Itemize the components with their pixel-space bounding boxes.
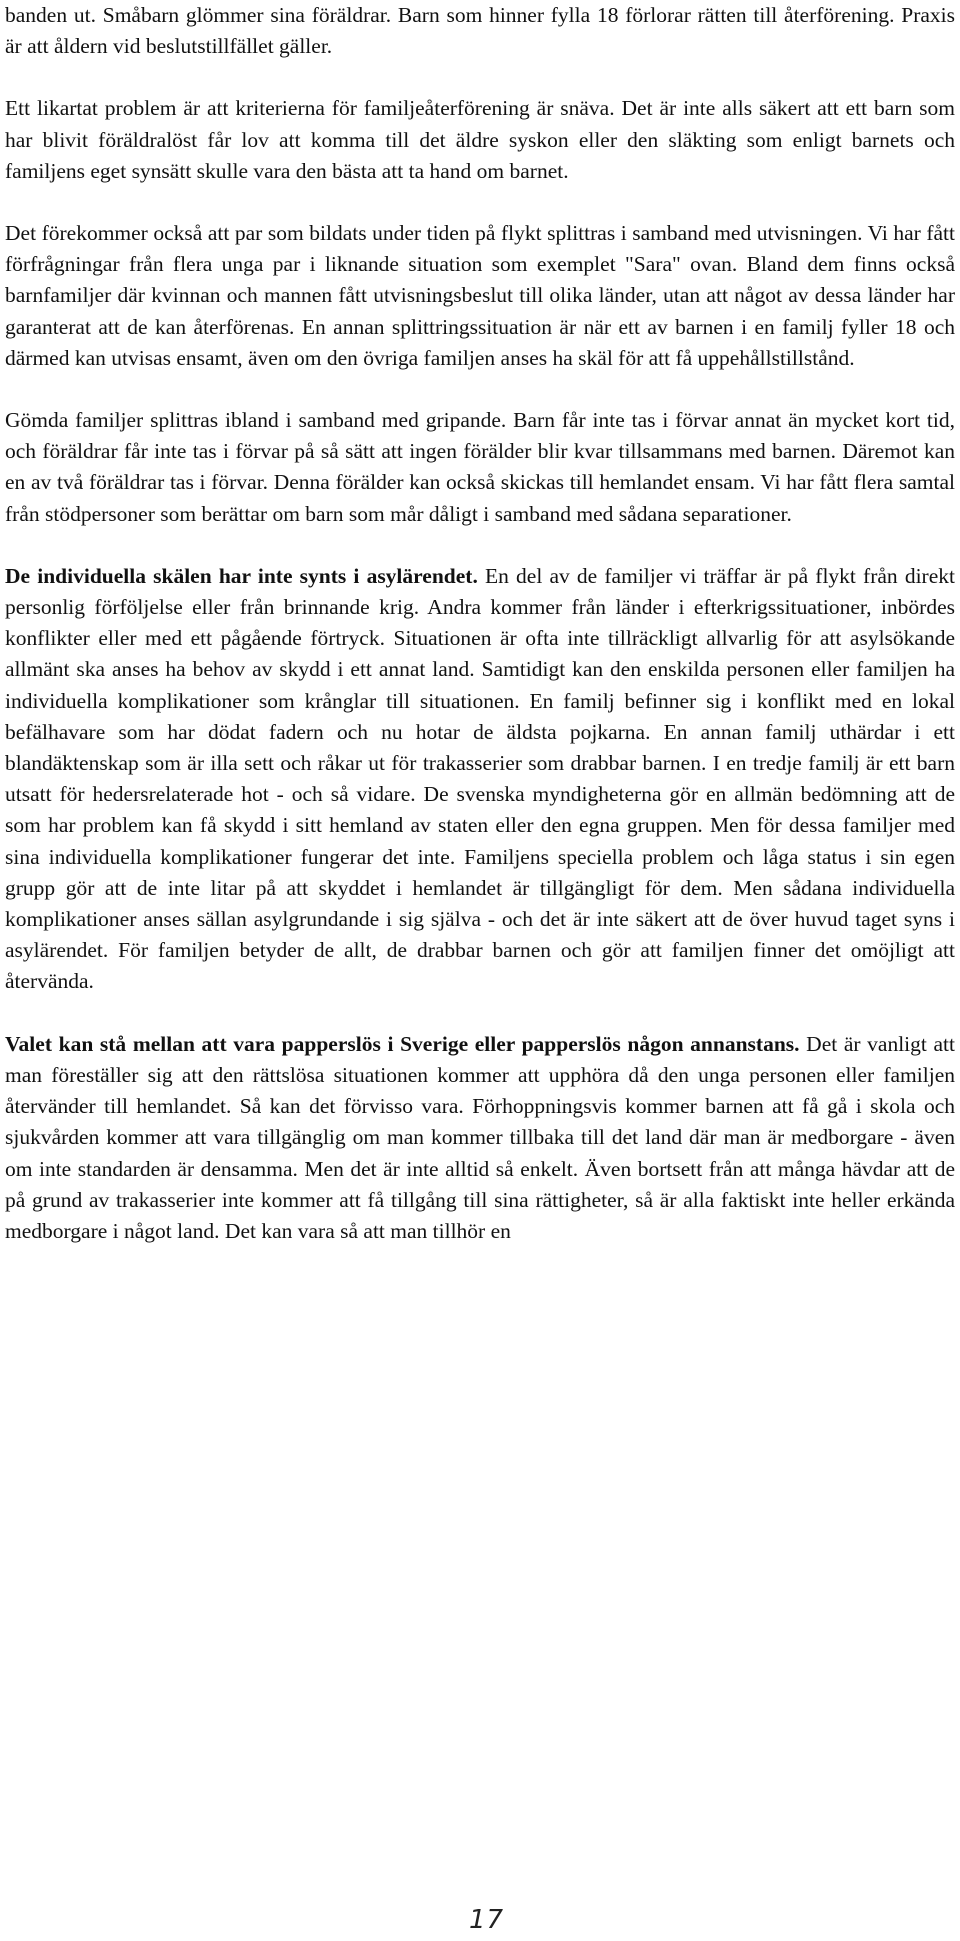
paragraph-1 bbox=[5, 0, 955, 62]
paragraph-5 bbox=[5, 561, 955, 998]
paragraph-text: Ett likartat problem är att kriterierna för familjeåterförening är snäva. Det är inte alls säkert att ett barn som har blivit föräldralöst får lov att komma till det äldre syskon eller den släkting som enligt barnets och familjens eget synsätt skulle vara den bästa att ta hand om barnet. bbox=[5, 96, 955, 183]
paragraph-6 bbox=[5, 1029, 955, 1247]
paragraph-2 bbox=[5, 93, 955, 187]
paragraph-text: Det förekommer också att par som bildats under tiden på flykt splittras i samband med utvisningen. Vi har fått förfrågningar från flera unga par i liknande situation som exemplet "Sara" ovan. Bland dem finns också barnfamiljer där kvinnan och mannen fått utvisningsbeslut till olika länder, utan att något av dessa länder har garanterat att de kan återförenas. En annan splittringssituation är när ett av barnen i en familj fyller 18 och därmed kan utvisas ensamt, även om den övriga familjen anses ha skäl för att få uppehållstillstånd. bbox=[5, 221, 955, 370]
paragraph-4 bbox=[5, 405, 955, 530]
paragraph-text: Det är vanligt att man föreställer sig att den rättslösa situationen kommer att upphöra då den unga personen eller familjen återvänder till hemlandet. Så kan det förvisso vara. Förhoppningsvis kommer barnen att få gå i skola och sjukvården kommer att vara tillgänglig om man kommer tillbaka till det land där man är medborgare - även om inte standarden är densamma. Men det är inte alltid så enkelt. Även bortsett från att många hävdar att de på grund av trakasserier inte kommer att få tillgång till sina rättigheter, så är alla faktiskt inte heller erkända medborgare i något land. Det kan vara så att man tillhör en bbox=[5, 1031, 956, 1243]
body-text bbox=[5, 0, 955, 1247]
paragraph-text: banden ut. Småbarn glömmer sina föräldrar. Barn som hinner fylla 18 förlorar rätten till återförening. Praxis är att åldern vid beslutstillfället gäller. bbox=[5, 3, 955, 59]
paragraph-3 bbox=[5, 218, 955, 374]
page-number: 17 bbox=[469, 1905, 505, 1935]
paragraph-text: En del av de familjer vi träffar är på flykt från direkt personlig förföljelse eller från brinnande krig. Andra kommer från länder i efterkrigssituationer, inbördes konflikter eller med ett pågående förtryck. Situationen är ofta inte tillräckligt allvarlig för att asylsökande allmänt ska anses ha behov av skydd i ett annat land. Samtidigt kan den enskilda personen eller familjen ha individuella komplikationer som krånglar till situationen. En familj befinner sig i konflikt med en lokal befälhavare som har dödat fadern och nu hotar de äldsta pojkarna. En annan familj uthärdar i ett blandäktenskap som är illa sett och råkar ut för trakasserier som drabbar barnen. I en tredje familj är ett barn utsatt för hedersrelaterade hot - och så vidare. De svenska myndigheterna gör en allmän bedömning att de som har problem kan få skydd i sitt hemland av staten eller den egna gruppen. Men för dessa familjer med sina individuella komplikationer fungerar det inte. Familjens speciella problem och låga status i sin egen grupp gör att de inte litar på att skyddet i hemlandet är tillgängligt för dem. Men sådana individuella komplikationer anses sällan asylgrundande i sig själva - och det är inte säkert att de över huvud taget syns i asylärendet. För familjen betyder de allt, de drabbar barnen och gör att familjen finner det omöjligt att återvända. bbox=[5, 563, 955, 994]
paragraph-text: Gömda familjer splittras ibland i samband med gripande. Barn får inte tas i förvar annat än mycket kort tid, och föräldrar får inte tas i förvar på så sätt att ingen förälder blir kvar tillsammans med barnen. Däremot kan en av två föräldrar tas i förvar. Denna förälder kan också skickas till hemlandet ensam. Vi har fått flera samtal från stödpersoner som berättar om barn som mår dåligt i samband med sådana separationer. bbox=[5, 408, 955, 526]
paragraph-lead-heading: De individuella skälen har inte synts i asylärendet. bbox=[5, 563, 478, 588]
paragraph-lead-heading: Valet kan stå mellan att vara papperslös i Sverige eller papperslös någon annanstans. bbox=[5, 1031, 800, 1056]
